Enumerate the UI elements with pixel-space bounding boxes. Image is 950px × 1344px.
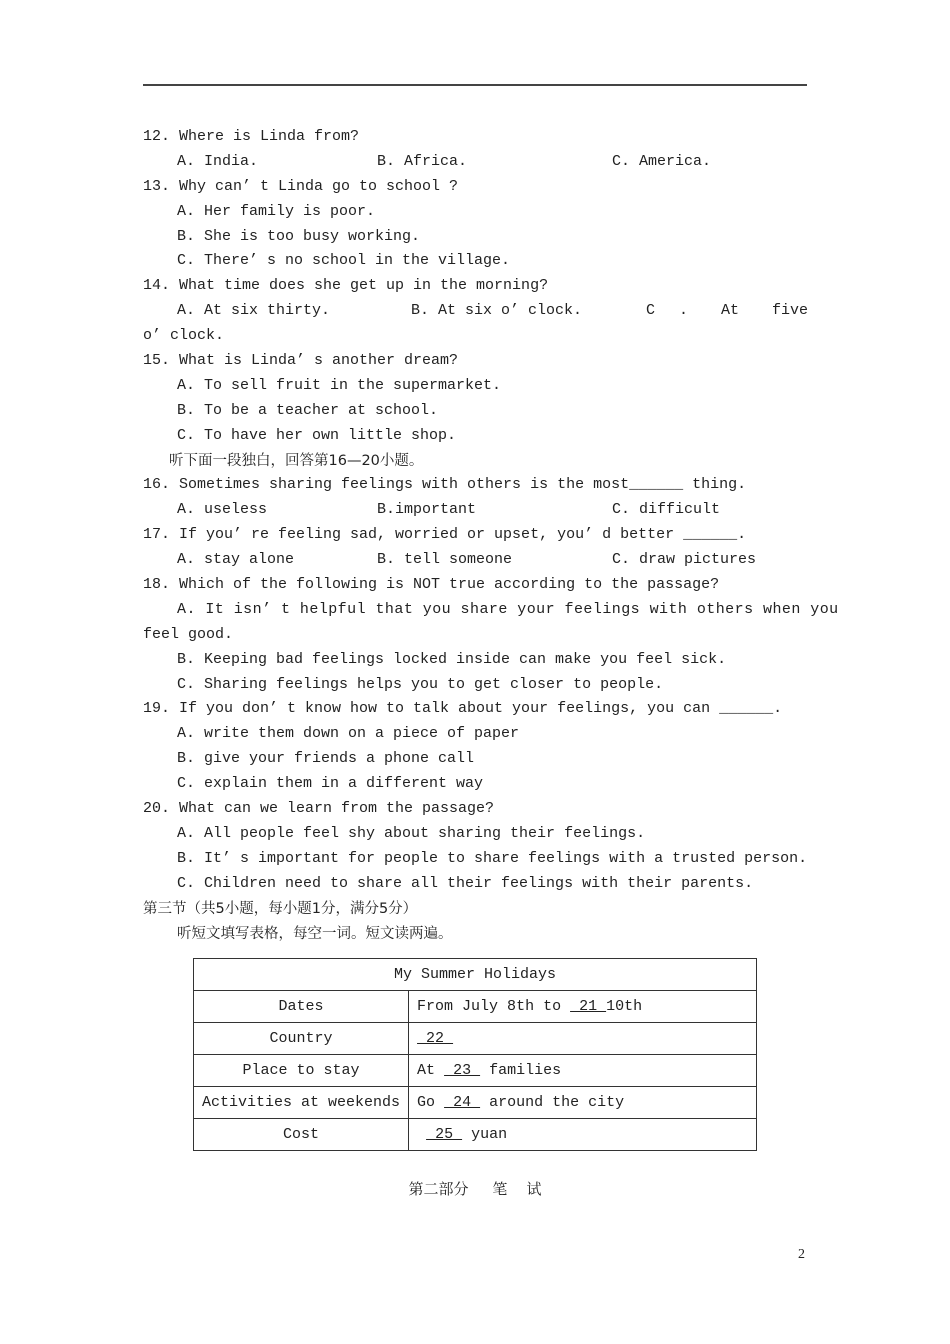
- value-prefix: At: [417, 1062, 445, 1079]
- options-12: [143, 150, 807, 175]
- option-b: B. Africa.: [377, 152, 468, 170]
- option-b: B. Keeping bad feelings locked inside can make you feel sick.: [177, 650, 727, 668]
- option-a: A. India.: [177, 152, 259, 170]
- options-16: [143, 498, 807, 523]
- page-number: 2: [798, 1247, 805, 1262]
- value-suffix: yuan: [462, 1126, 508, 1143]
- row-value: [409, 1055, 757, 1087]
- option-c: C. Sharing feelings helps you to get closer to people.: [177, 675, 664, 693]
- option-c-continued: o’ clock.: [143, 327, 225, 345]
- part-two-heading: 第二部分 笔 试: [408, 1180, 542, 1198]
- table-row: [194, 1087, 757, 1119]
- question-15: 15. What is Linda’ s another dream?: [143, 352, 459, 370]
- summer-holidays-table: [193, 958, 757, 1151]
- row-label: Place to stay: [194, 1055, 409, 1087]
- blank-22: 22: [417, 1030, 454, 1047]
- option-c: C. There’ s no school in the village.: [177, 252, 511, 270]
- table-row: [194, 1055, 757, 1087]
- value-prefix: From July 8th to: [417, 998, 571, 1015]
- row-value: [409, 991, 757, 1023]
- value-prefix: Go: [417, 1094, 445, 1111]
- option-b: B. tell someone: [377, 551, 513, 569]
- question-14: 14. What time does she get up in the morning?: [143, 277, 549, 295]
- question-12: 12. Where is Linda from?: [143, 128, 360, 145]
- option-a: A. write them down on a piece of paper: [177, 725, 520, 743]
- option-a: A. To sell fruit in the supermarket.: [177, 376, 502, 394]
- table-title: My Summer Holidays: [194, 959, 757, 991]
- value-suffix: families: [480, 1062, 562, 1079]
- option-c-letter: C: [646, 302, 656, 320]
- value-suffix: 10th: [606, 998, 643, 1015]
- row-value: [409, 1087, 757, 1119]
- table-row: [194, 991, 757, 1023]
- row-value: [409, 1023, 757, 1055]
- option-b: B. At six o’ clock.: [411, 302, 583, 320]
- option-c: C. America.: [612, 152, 712, 170]
- question-13: 13. Why can’ t Linda go to school ?: [143, 177, 459, 195]
- option-a-continued: feel good.: [143, 625, 234, 643]
- option-a: A. useless: [177, 501, 268, 519]
- question-20: 20. What can we learn from the passage?: [143, 800, 495, 818]
- option-c: C. Children need to share all their feelings with their parents.: [177, 874, 754, 892]
- blank-21: 21: [570, 998, 607, 1015]
- header-rule: [143, 84, 807, 86]
- question-list: [143, 125, 839, 946]
- section-3-instruction: 听短文填写表格，每空一词。短文读两遍。: [177, 925, 453, 942]
- blank-24: 24: [444, 1094, 481, 1111]
- option-c-dot: .: [679, 302, 689, 320]
- table-title-row: [194, 959, 757, 991]
- question-16: 16. Sometimes sharing feelings with others is the most______ thing.: [143, 476, 747, 494]
- table-row: [194, 1023, 757, 1055]
- blank-25: 25: [426, 1126, 463, 1143]
- question-17: 17. If you’ re feeling sad, worried or upset, you’ d better ______.: [143, 526, 747, 544]
- row-value: [409, 1119, 757, 1151]
- value-suffix: around the city: [480, 1094, 625, 1111]
- option-b: B. She is too busy working.: [177, 227, 421, 245]
- option-a: A. At six thirty.: [177, 302, 331, 320]
- option-b: B. give your friends a phone call: [177, 750, 475, 768]
- options-14: [143, 299, 807, 324]
- instruction-16-20: 听下面一段独白，回答第16—20小题。: [169, 452, 424, 469]
- row-label: Country: [194, 1023, 409, 1055]
- option-c-word1: At: [721, 302, 740, 320]
- row-label: Cost: [194, 1119, 409, 1151]
- question-19: 19. If you don’ t know how to talk about your feelings, you can ______.: [143, 700, 783, 718]
- blank-23: 23: [444, 1062, 481, 1079]
- row-label: Activities at weekends: [194, 1087, 409, 1119]
- value-prefix: [417, 1126, 426, 1143]
- option-a: A. Her family is poor.: [177, 202, 376, 220]
- option-c-word2: five: [772, 302, 809, 320]
- option-b: B. To be a teacher at school.: [177, 401, 439, 419]
- option-c: C. explain them in a different way: [177, 775, 484, 793]
- table-row: [194, 1119, 757, 1151]
- option-b: B.important: [377, 501, 477, 519]
- section-3-title: 第三节（共5小题，每小题1分，满分5分）: [143, 900, 418, 917]
- question-18: 18. Which of the following is NOT true according to the passage?: [143, 576, 720, 594]
- option-b: B. It’ s important for people to share feelings with a trusted person.: [177, 849, 808, 867]
- options-17: [143, 548, 807, 573]
- option-a: A. All people feel shy about sharing their feelings.: [177, 824, 646, 842]
- option-a: A. It isn’ t helpful that you share your feelings with others when you: [177, 600, 839, 618]
- row-label: Dates: [194, 991, 409, 1023]
- option-c: C. draw pictures: [612, 551, 757, 569]
- option-c: C. difficult: [612, 501, 721, 519]
- option-a: A. stay alone: [177, 551, 295, 569]
- option-c: C. To have her own little shop.: [177, 426, 457, 444]
